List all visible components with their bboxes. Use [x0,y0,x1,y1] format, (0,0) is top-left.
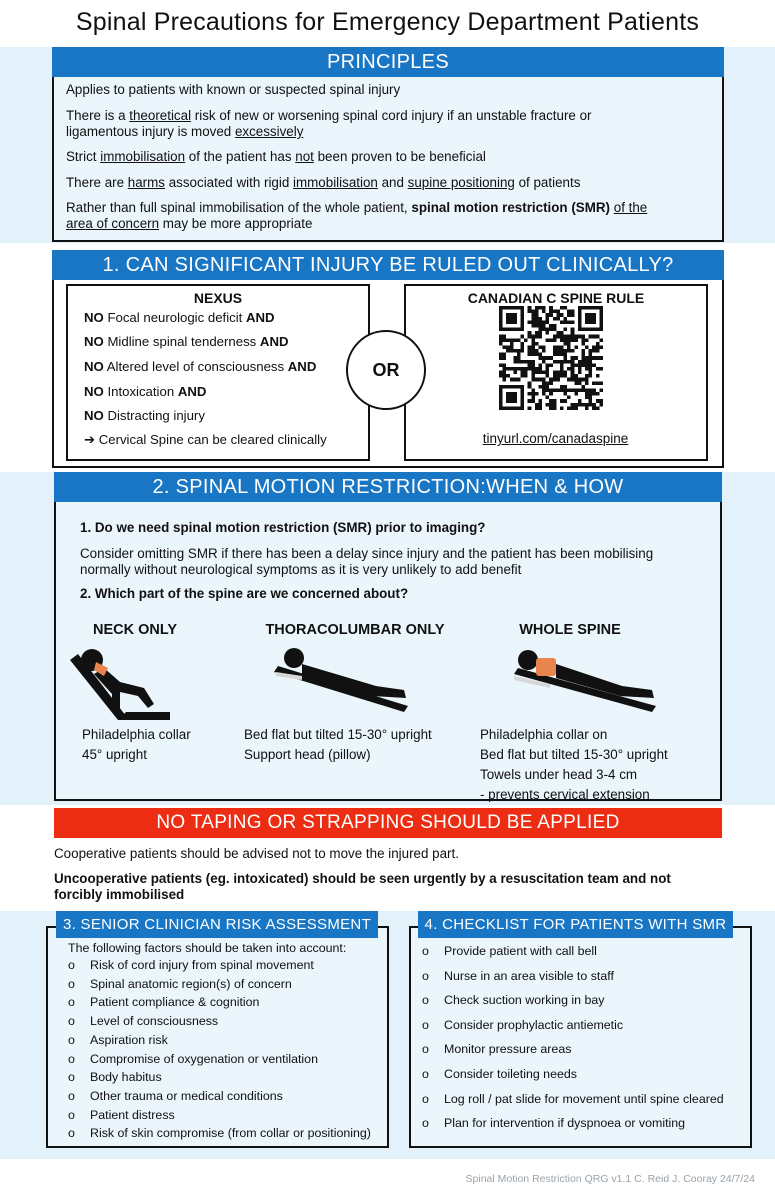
list-item [68,1014,218,1028]
cooperative-text: Cooperative patients should be advised not to move the injured part. [54,846,459,861]
bullet-icon: o [422,1116,429,1131]
nexus-item: NO Altered level of consciousness AND [84,359,317,374]
thoracolumbar-title: THORACOLUMBAR ONLY [265,622,445,638]
list-item [68,1126,371,1140]
bullet-icon: o [422,944,429,958]
list-item-text: Consider prophylactic antiemetic [444,1017,624,1032]
bullet-icon: o [68,1088,75,1103]
list-item-text: Risk of skin compromise (from collar or positioning) [90,1126,371,1141]
list-item [422,1042,571,1056]
footer-credit: Spinal Motion Restriction QRG v1.1 C. Reid J. Cooray 24/7/24 [465,1173,755,1185]
list-item-text: Provide patient with call bell [444,944,597,958]
list-item-text: Aspiration risk [90,1032,168,1047]
whole-spine-text: Philadelphia collar on Bed flat but tilted 15-30° upright Towels under head 3-4 cm - prevents cervical extension [480,727,668,802]
bullet-icon: o [422,1042,429,1057]
question-2: 2. Which part of the spine are we concerned about? [80,586,409,601]
list-item-text: Risk of cord injury from spinal movement [90,958,314,972]
section2-header: 2. SPINAL MOTION RESTRICTION:WHEN & HOW [54,472,722,502]
qr-code-icon [499,306,603,410]
risk-factor-list [68,958,386,1148]
nexus-item: NO Intoxication AND [84,384,207,399]
thoracolumbar-figure [272,648,412,718]
principle-4: There are harms associated with rigid immobilisation and supine positioning of patients [66,175,581,190]
principle-3: Strict immobilisation of the patient has not been proven to be beneficial [66,149,486,164]
uncooperative-text: Uncooperative patients (eg. intoxicated) should be seen urgently by a resuscitation team and not forcibly immobilised [54,871,671,902]
section4-header: 4. CHECKLIST FOR PATIENTS WITH SMR [418,911,733,938]
section3-intro: The following factors should be taken into account: [68,941,347,955]
list-item [68,1089,283,1103]
whole-spine-figure [512,648,660,718]
neck-only-figure [68,646,176,722]
nexus-item: NO Midline spinal tenderness AND [84,334,289,349]
ccsr-link[interactable]: tinyurl.com/canadaspine [482,431,629,446]
bullet-icon: o [68,995,75,1010]
list-item-text: Spinal anatomic region(s) of concern [90,976,292,991]
whole-spine-title: WHOLE SPINE [519,622,621,638]
nexus-result: ➔ Cervical Spine can be cleared clinically [84,432,327,447]
neck-only-title: NECK ONLY [92,622,178,638]
nexus-item: NO Focal neurologic deficit AND [84,310,275,325]
list-item [422,969,614,983]
no-taping-warning: NO TAPING OR STRAPPING SHOULD BE APPLIED [54,808,722,838]
bullet-icon: o [68,1070,75,1085]
list-item-text: Patient compliance & cognition [90,995,260,1010]
list-item-text: Patient distress [90,1107,175,1122]
list-item [422,1067,577,1081]
list-item-text: Check suction working in bay [444,993,605,1008]
list-item-text: Other trauma or medical conditions [90,1088,283,1103]
list-item-text: Compromise of oxygenation or ventilation [90,1051,318,1066]
bullet-icon: o [68,1051,75,1066]
ccsr-title: CANADIAN C SPINE RULE [467,290,645,306]
question-1: 1. Do we need spinal motion restriction (SMR) prior to imaging? [80,520,486,535]
bullet-icon: o [68,1032,75,1047]
section3-header: 3. SENIOR CLINICIAN RISK ASSESSMENT [56,911,378,938]
or-circle: OR [346,330,426,410]
nexus-title: NEXUS [193,290,243,306]
list-item-text: Body habitus [90,1070,162,1085]
question-1-text: Consider omitting SMR if there has been a delay since injury and the patient has been mobilising normally without neurological symptoms as it is very unlikely to add benefit [80,546,654,577]
principle-2: There is a theoretical risk of new or worsening spinal cord injury if an unstable fracture or ligamentous injury is moved excessively [66,108,592,139]
bullet-icon: o [422,968,429,983]
list-item [422,1092,724,1106]
page-title: Spinal Precautions for Emergency Department Patients [75,8,700,36]
list-item [422,1018,623,1032]
list-item [422,1116,685,1130]
list-item [68,1108,175,1122]
section1-header: 1. CAN SIGNIFICANT INJURY BE RULED OUT CLINICALLY? [52,250,724,280]
list-item-text: Plan for intervention if dyspnoea or vomiting [444,1116,686,1131]
bullet-icon: o [422,993,429,1008]
neck-only-text: Philadelphia collar 45° upright [82,727,191,762]
list-item-text: Monitor pressure areas [444,1042,572,1057]
list-item [68,977,292,991]
principle-5: Rather than full spinal immobilisation of the whole patient, spinal motion restriction (SMR) of the area of concern may be more appropriate [66,200,648,231]
bullet-icon: o [422,1091,429,1106]
list-item [422,944,597,958]
principles-header: PRINCIPLES [52,47,724,77]
list-item-text: Level of consciousness [90,1014,219,1029]
bullet-icon: o [68,976,75,991]
list-item-text: Log roll / pat slide for movement until spine cleared [444,1091,724,1106]
bullet-icon: o [422,1017,429,1032]
list-item [422,993,604,1007]
list-item-text: Nurse in an area visible to staff [444,968,614,983]
list-item [68,958,314,972]
bullet-icon: o [68,1126,75,1141]
list-item-text: Consider toileting needs [444,1067,577,1081]
bullet-icon: o [422,1067,429,1081]
nexus-item: NO Distracting injury [84,408,205,423]
principle-1: Applies to patients with known or suspected spinal injury [66,82,401,97]
bullet-icon: o [68,958,75,972]
list-item [68,1070,162,1084]
list-item [68,1033,168,1047]
list-item [68,1052,318,1066]
bullet-icon: o [68,1107,75,1122]
bullet-icon: o [68,1014,75,1029]
nexus-panel [66,284,370,461]
checklist [422,944,748,1144]
thoracolumbar-text: Bed flat but tilted 15-30° upright Support head (pillow) [244,727,432,762]
list-item [68,995,259,1009]
